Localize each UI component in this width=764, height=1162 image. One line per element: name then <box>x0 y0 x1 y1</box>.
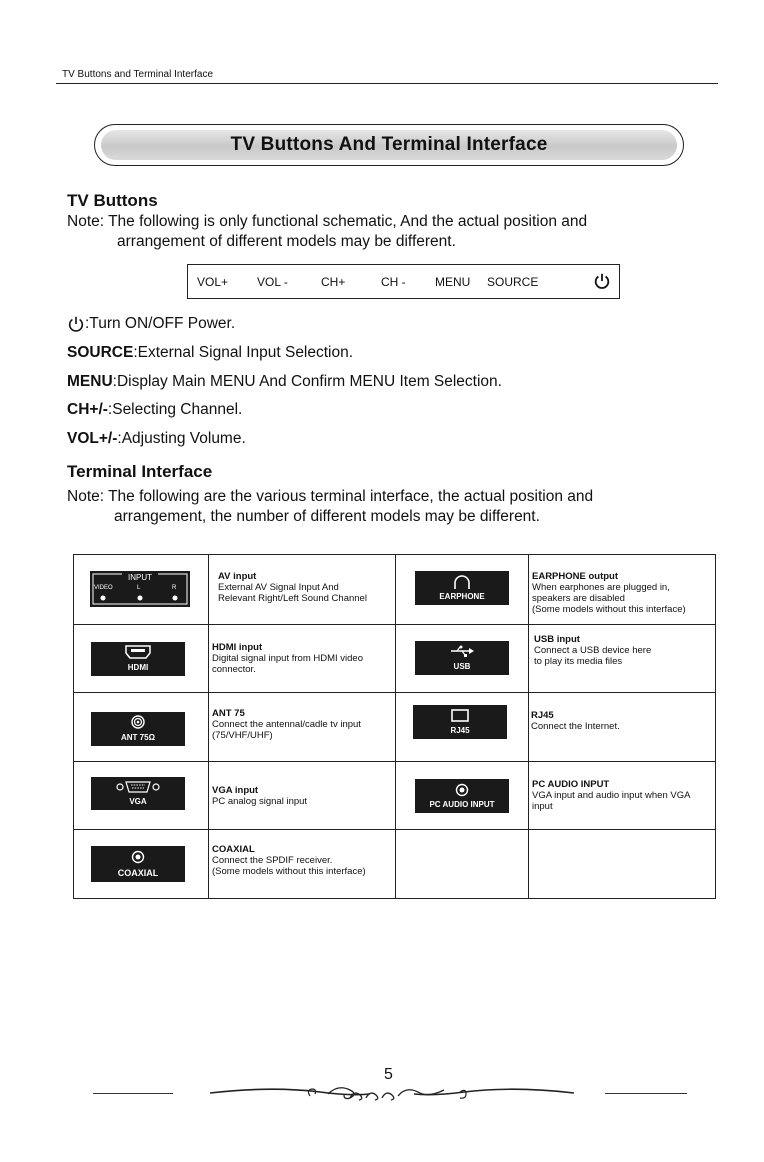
hdmi-cell <box>74 625 209 693</box>
av-input-desc <box>209 555 396 625</box>
earphone-badge <box>415 571 509 605</box>
hdmi-port-icon <box>125 645 151 659</box>
power-icon <box>593 272 611 290</box>
usb-title: USB input <box>534 634 580 645</box>
ant-cell <box>74 693 209 762</box>
title-banner <box>94 124 684 166</box>
footer-ornament-icon <box>210 1078 574 1108</box>
coaxial-line1: Connect the SPDIF receiver. <box>212 855 333 866</box>
vga-port-icon <box>115 780 161 794</box>
hdmi-title: HDMI input <box>212 642 263 653</box>
ant-badge-label: ANT 75Ω <box>121 733 155 742</box>
desc-power-text: :Turn ON/OFF Power. <box>85 315 236 332</box>
terminal-table <box>73 554 716 899</box>
table-row <box>74 693 716 762</box>
rj45-cell <box>396 693 529 762</box>
page-number: 5 <box>384 1066 393 1083</box>
usb-desc <box>529 625 716 693</box>
table-row <box>74 625 716 693</box>
ant-title: ANT 75 <box>212 708 245 719</box>
rj45-line1: Connect the Internet. <box>531 721 620 732</box>
av-badge-r-label: R <box>172 585 177 591</box>
vga-cell <box>74 762 209 830</box>
tv-buttons-note-line1: Note: The following is only functional schematic, And the actual position and <box>67 213 588 230</box>
desc-channel-key: CH+/- <box>67 401 108 418</box>
usb-cell <box>396 625 529 693</box>
desc-channel <box>67 401 242 419</box>
tv-buttons-heading: TV Buttons <box>67 191 158 210</box>
desc-source-text: :External Signal Input Selection. <box>133 344 354 361</box>
rj45-badge <box>413 705 507 739</box>
earphone-badge-label: EARPHONE <box>439 592 485 601</box>
earphone-line3: (Some models without this interface) <box>532 604 686 615</box>
coaxial-title: COAXIAL <box>212 844 255 855</box>
vga-line1: PC analog signal input <box>212 796 308 807</box>
terminal-note-line1: Note: The following are the various terminal interface, the actual position and <box>67 488 594 505</box>
terminal-note-line2: arrangement, the number of different models may be different. <box>114 508 540 525</box>
tv-button-bar <box>187 264 620 299</box>
desc-channel-text: :Selecting Channel. <box>107 401 243 418</box>
menu-label: MENU <box>435 275 471 289</box>
av-badge-l-label: L <box>137 585 141 591</box>
coaxial-line2: (Some models without this interface) <box>212 866 366 877</box>
rj45-title: RJ45 <box>531 710 554 721</box>
usb-icon <box>450 645 474 657</box>
vol-minus-label: VOL - <box>257 275 288 289</box>
tv-buttons-note-line2: arrangement of different models may be different. <box>117 233 456 250</box>
av-badge-input-label: INPUT <box>128 573 152 582</box>
footer-rule-left <box>93 1093 173 1094</box>
earphone-line1: When earphones are plugged in, <box>532 582 670 593</box>
desc-menu-text: :Display Main MENU And Confirm MENU Item Selection. <box>112 373 502 390</box>
desc-volume-key: VOL+/- <box>67 430 118 447</box>
av-input-title: AV input <box>218 571 257 582</box>
footer-rule-right <box>605 1093 687 1094</box>
coax-ant-icon <box>131 715 145 729</box>
rj45-badge-label: RJ45 <box>450 726 470 735</box>
usb-line1: Connect a USB device here <box>534 645 652 656</box>
desc-menu-key: MENU <box>67 373 113 390</box>
earphone-line2: speakers are disabled <box>532 593 625 604</box>
vol-plus-label: VOL+ <box>197 275 229 289</box>
vga-badge-label: VGA <box>129 797 147 806</box>
ant-line1: Connect the antennal/cadle tv input <box>212 719 361 730</box>
desc-power <box>67 315 235 333</box>
empty-cell <box>396 830 529 899</box>
usb-line2: to play its media files <box>534 656 623 667</box>
empty-cell <box>529 830 716 899</box>
header-rule <box>56 83 718 84</box>
desc-volume <box>67 430 246 448</box>
terminal-heading: Terminal Interface <box>67 462 213 481</box>
coaxial-jack-icon <box>131 850 145 864</box>
earphone-title: EARPHONE output <box>532 571 619 582</box>
vga-desc <box>209 762 396 830</box>
pc-audio-desc <box>529 762 716 830</box>
pc-audio-line1: VGA input and audio input when VGA <box>532 790 691 801</box>
hdmi-desc <box>209 625 396 693</box>
pc-audio-badge <box>415 779 509 813</box>
vga-badge <box>91 777 185 810</box>
audio-jack-icon <box>455 783 469 797</box>
av-input-line1: External AV Signal Input And <box>218 582 339 593</box>
coaxial-badge-label: COAXIAL <box>117 868 159 878</box>
coaxial-badge <box>91 846 185 882</box>
usb-badge-label: USB <box>453 662 471 671</box>
banner-title: TV Buttons And Terminal Interface <box>230 134 548 155</box>
title-banner-inner <box>101 130 677 160</box>
ethernet-port-icon <box>451 709 469 722</box>
av-input-line2: Relevant Right/Left Sound Channel <box>218 593 367 604</box>
running-header: TV Buttons and Terminal Interface <box>62 69 214 80</box>
pc-audio-line2: input <box>532 801 553 812</box>
earphone-desc <box>529 555 716 625</box>
power-icon <box>67 315 85 333</box>
earphone-cell <box>396 555 529 625</box>
hdmi-badge-label: HDMI <box>127 663 149 672</box>
ant-line2: (75/VHF/UHF) <box>212 730 273 741</box>
coaxial-cell <box>74 830 209 899</box>
desc-menu <box>67 373 502 391</box>
table-row <box>74 830 716 899</box>
vga-title: VGA input <box>212 785 259 796</box>
table-row <box>74 555 716 625</box>
source-label: SOURCE <box>487 275 539 289</box>
usb-badge <box>415 641 509 675</box>
desc-source <box>67 344 353 362</box>
ant-desc <box>209 693 396 762</box>
ant-badge <box>91 712 185 746</box>
rj45-desc <box>529 693 716 762</box>
pc-audio-badge-label: PC AUDIO INPUT <box>429 800 495 809</box>
headphone-icon <box>453 574 471 590</box>
hdmi-line2: connector. <box>212 664 256 675</box>
pc-audio-cell <box>396 762 529 830</box>
desc-source-key: SOURCE <box>67 344 134 361</box>
coaxial-desc <box>209 830 396 899</box>
hdmi-badge <box>91 642 185 676</box>
terminal-note <box>67 487 593 527</box>
av-badge-video-label: VIDEO <box>94 585 113 591</box>
pc-audio-title: PC AUDIO INPUT <box>532 779 610 790</box>
hdmi-line1: Digital signal input from HDMI video <box>212 653 364 664</box>
table-row <box>74 762 716 830</box>
av-input-cell <box>74 555 209 625</box>
tv-buttons-note <box>67 212 587 252</box>
ch-plus-label: CH+ <box>321 275 346 289</box>
desc-volume-text: :Adjusting Volume. <box>117 430 246 447</box>
ch-minus-label: CH - <box>381 275 406 289</box>
